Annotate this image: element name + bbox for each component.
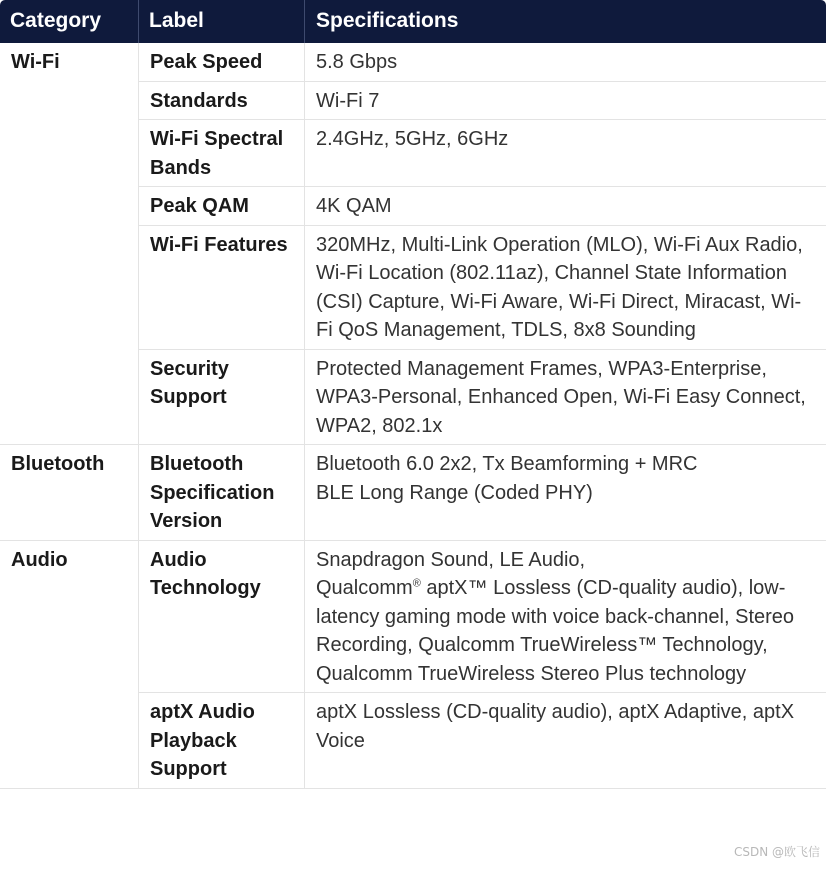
spec-cell: 320MHz, Multi-Link Operation (MLO), Wi-Fi Aux Radio, Wi-Fi Location (802.11az), Channel State Information (CSI) Capture, Wi-Fi Aware, Wi-Fi Direct, Miracast, Wi-Fi QoS Management, TDLS, 8x8 Sounding bbox=[305, 226, 826, 350]
label-cell: Peak QAM bbox=[139, 187, 305, 226]
spec-line: BLE Long Range (Coded PHY) bbox=[316, 481, 593, 504]
label-cell: Bluetooth Specification Version bbox=[139, 445, 305, 541]
spec-text: Qualcomm bbox=[316, 577, 413, 599]
spec-cell: Protected Management Frames, WPA3-Enterprise, WPA3-Personal, Enhanced Open, Wi-Fi Easy Connect, WPA2, 802.1x bbox=[305, 350, 826, 446]
label-cell: Standards bbox=[139, 82, 305, 121]
label-cell: Security Support bbox=[139, 350, 305, 446]
spec-cell: Wi-Fi 7 bbox=[305, 82, 826, 121]
spec-cell: 5.8 Gbps bbox=[305, 43, 826, 82]
table-header bbox=[0, 0, 826, 43]
category-cell-bluetooth: Bluetooth bbox=[0, 445, 139, 541]
spec-cell: 2.4GHz, 5GHz, 6GHz bbox=[305, 120, 826, 187]
label-cell: Wi-Fi Features bbox=[139, 226, 305, 350]
spec-text: Snapdragon Sound, LE Audio, bbox=[316, 548, 586, 571]
header-specifications: Specifications bbox=[305, 0, 826, 43]
table-row bbox=[0, 541, 826, 694]
label-cell: Peak Speed bbox=[139, 43, 305, 82]
registered-mark: ® bbox=[412, 577, 421, 590]
label-cell: Audio Technology bbox=[139, 541, 305, 694]
label-cell: Wi-Fi Spectral Bands bbox=[139, 120, 305, 187]
table-row bbox=[0, 43, 826, 82]
spec-line: Bluetooth 6.0 2x2, Tx Beamforming + MRC bbox=[316, 453, 698, 475]
watermark: CSDN @欧飞信 bbox=[733, 845, 820, 859]
spec-cell bbox=[305, 445, 826, 541]
header-label: Label bbox=[139, 0, 305, 43]
spec-cell bbox=[305, 541, 826, 694]
category-cell-wifi: Wi-Fi bbox=[0, 43, 139, 445]
table-body bbox=[0, 43, 826, 789]
spec-cell: 4K QAM bbox=[305, 187, 826, 226]
spec-cell: aptX Lossless (CD-quality audio), aptX Adaptive, aptX Voice bbox=[305, 693, 826, 789]
table-row bbox=[0, 445, 826, 541]
header-category: Category bbox=[0, 0, 139, 43]
label-cell: aptX Audio Playback Support bbox=[139, 693, 305, 789]
spec-text: aptX™ Lossless (CD-quality audio), low-latency gaming mode with voice back-channel, Stereo Recording, Qualcomm TrueWireless™ Technology, Qualcomm TrueWireless Stereo Plus technology bbox=[316, 577, 795, 685]
header-row bbox=[0, 0, 826, 43]
category-cell-audio: Audio bbox=[0, 541, 139, 789]
